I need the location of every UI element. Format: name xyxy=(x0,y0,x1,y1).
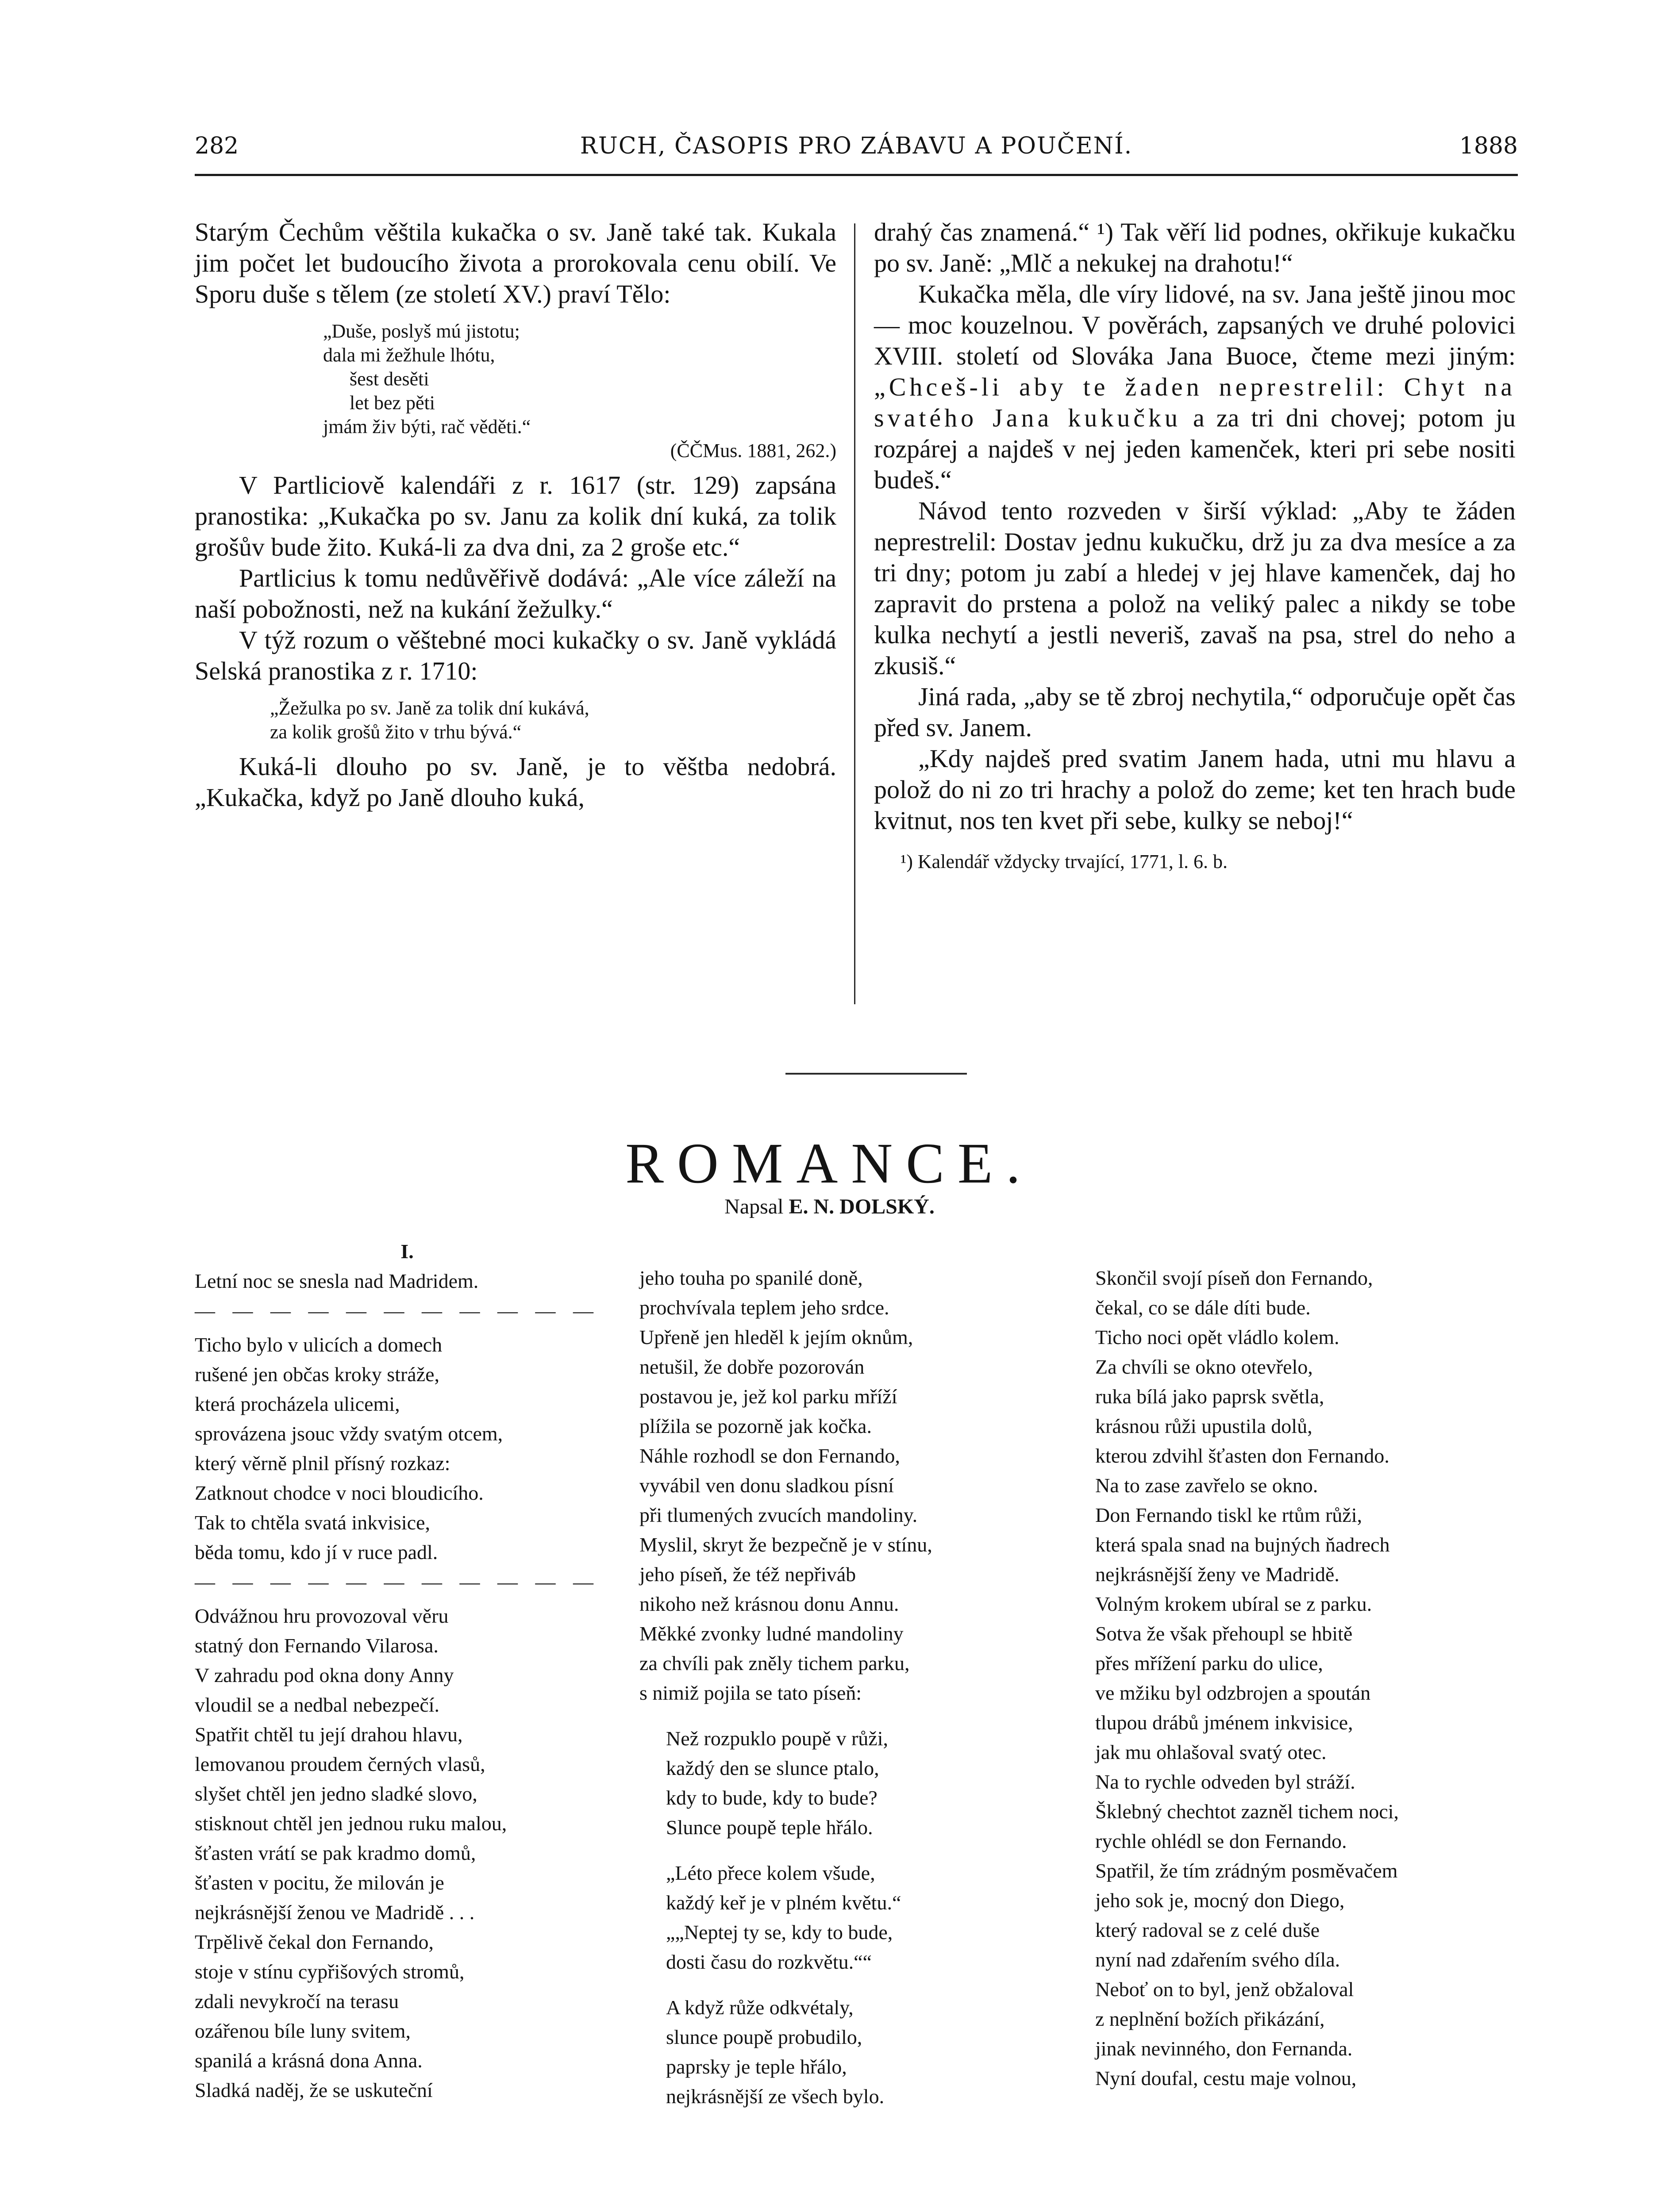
verse-line: stisknout chtěl jen jednou ruku malou, xyxy=(195,1812,507,1835)
verse-line: rušené jen občas kroky stráže, xyxy=(195,1363,440,1386)
paragraph: Jiná rada, „aby se tě zbroj nechytila,“ odporučuje opět čas před sv. Janem. xyxy=(874,682,1516,742)
poem-title: ROMANCE. xyxy=(625,1132,1034,1195)
paragraph: Partlicius k tomu nedůvěřivě dodává: „Ale více záleží na naší pobožnosti, než na kukání žežulky.“ xyxy=(195,564,836,623)
verse-line: vyvábil ven donu sladkou písní xyxy=(639,1474,894,1497)
verse-line: A když růže odkvétaly, xyxy=(666,1996,854,2019)
poem-column-1 xyxy=(195,1237,620,2105)
verse-line: Náhle rozhodl se don Fernando, xyxy=(639,1444,900,1467)
song-stanza xyxy=(639,1724,1064,1842)
verse-source: (ČČMus. 1881, 262.) xyxy=(670,440,836,461)
verse-line: který radoval se z celé duše xyxy=(1095,1919,1320,1941)
verse-line: šťasten v pocitu, že milován je xyxy=(195,1871,444,1894)
verse-line: nejkrásnější ženou ve Madridě . . . xyxy=(195,1901,475,1924)
paragraph: „Kdy najdeš pred svatim Janem hada, utni mu hlavu a polož do ni zo tri hrachy a polož do zeme; ket ten hrach bude kvitnut, nos ten kvet při sebe, kulky se neboj!“ xyxy=(874,744,1516,835)
verse-line: „Léto přece kolem všude, xyxy=(666,1862,875,1884)
paragraph: Starým Čechům věštila kukačka o sv. Janě také tak. Kukala jim počet let budoucího života a prorokovala cenu obilí. Ve Sporu duše s tělem (ze století XV.) praví Tělo: xyxy=(195,218,836,308)
verse-line: za chvíli pak zněly tichem parku, xyxy=(639,1652,910,1674)
column-divider xyxy=(854,223,855,1004)
section-separator xyxy=(785,1073,967,1075)
journal-title: RUCH, ČASOPIS PRO ZÁBAVU A POUČENÍ. xyxy=(580,133,1133,159)
verse-line: netušil, že dobře pozorován xyxy=(639,1356,865,1378)
verse-line: jak mu ohlašoval svatý otec. xyxy=(1095,1741,1327,1763)
song-stanza xyxy=(639,1858,1064,1977)
verse-line: Nyní doufal, cestu maje volnou, xyxy=(1095,2067,1357,2089)
verse-line: plížila se pozorně jak kočka. xyxy=(639,1415,872,1437)
verse-line: Volným krokem ubíral se z parku. xyxy=(1095,1593,1372,1615)
verse-line: nyní nad zdařením svého díla. xyxy=(1095,1948,1340,1971)
verse-line: Zatknout chodce v noci bloudicího. xyxy=(195,1482,484,1504)
stanza-gap xyxy=(195,1325,620,1330)
verse-line: Ticho bylo v ulicích a domech xyxy=(195,1333,443,1356)
verse-line: lemovanou proudem černých vlasů, xyxy=(195,1753,485,1775)
verse-line: dosti času do rozkvětu.““ xyxy=(666,1951,872,1973)
verse-line: Odvážnou hru provozoval věru xyxy=(195,1605,449,1627)
verse-line: s nimiž pojila se tato píseň: xyxy=(639,1682,862,1704)
quoted-verse xyxy=(195,319,836,463)
paragraph: Kuká-li dlouho po sv. Janě, je to věštba nedobrá. „Kukačka, když po Janě dlouho kuká, xyxy=(195,752,836,812)
year: 1888 xyxy=(1459,133,1518,159)
verse-line: krásnou růži upustila dolů, xyxy=(1095,1415,1313,1437)
verse-line: který věrně plnil přísný rozkaz: xyxy=(195,1452,450,1475)
stanza-gap xyxy=(639,1842,1064,1858)
verse-line: zdali nevykročí na terasu xyxy=(195,1990,399,2012)
verse-line: Tak to chtěla svatá inkvisice, xyxy=(195,1511,430,1534)
verse-line: spanilá a krásná dona Anna. xyxy=(195,2049,423,2072)
verse-line: Neboť on to byl, jenž obžaloval xyxy=(1095,1978,1354,2001)
dash-divider: — — — — — — — — — — — xyxy=(195,1299,600,1322)
verse-line: „Žežulka po sv. Janě za tolik dní kukává, xyxy=(270,697,589,719)
verse-line: stoje v stínu cypřišových stromů, xyxy=(195,1960,465,1983)
verse-line: postavou je, jež kol parku mříží xyxy=(639,1385,897,1408)
stanza xyxy=(195,1601,620,2105)
verse-line: při tlumených zvucích mandoliny. xyxy=(639,1504,918,1526)
verse-line: Ticho noci opět vládlo kolem. xyxy=(1095,1326,1340,1348)
verse-line: slunce poupě probudilo, xyxy=(666,2026,862,2048)
verse-line: šest desěti xyxy=(350,368,429,390)
text-run: a za tri dni chovej; potom ju rozpárej a najdeš v nej jeden kamenček, kteri pri sebe nositi budeš.“ xyxy=(874,403,1516,494)
verse-line: která spala snad na bujných ňadrech xyxy=(1095,1533,1390,1556)
verse-line: čekal, co se dále díti bude. xyxy=(1095,1296,1311,1319)
verse-line: ozářenou bíle luny svitem, xyxy=(195,2020,411,2042)
stanza xyxy=(639,1263,1064,1708)
byline xyxy=(0,1194,1659,1219)
footnote: ¹) Kalendář vždycky trvající, 1771, l. 6. b. xyxy=(901,851,1228,872)
verse-line: slyšet chtěl jen jedno sladké slovo, xyxy=(195,1782,477,1805)
stanza-gap xyxy=(639,1708,1064,1724)
verse-line: jeho touha po spanilé doně, xyxy=(639,1267,863,1289)
verse-line: „„Neptej ty se, kdy to bude, xyxy=(666,1921,893,1943)
verse-line: Slunce poupě teple hřálo. xyxy=(666,1816,873,1839)
text-run: Kukačka měla, dle víry lidové, na sv. Jana ještě jinou moc — moc kouzelnou. V pověrách, zapsaných ve druhé polovici XVIII. století od Slováka Jana Buoce, čteme mezi jiným: xyxy=(874,280,1516,370)
verse-line: kdy to bude, kdy to bude? xyxy=(666,1786,878,1809)
verse-line: statný don Fernando Vilarosa. xyxy=(195,1634,439,1657)
verse-line: Trpělivě čekal don Fernando, xyxy=(195,1931,434,1953)
stanza-gap xyxy=(195,1597,620,1601)
verse-line: nejkrásnější ženy ve Madridě. xyxy=(1095,1563,1340,1586)
verse-line: jeho sok je, mocný don Diego, xyxy=(1095,1889,1345,1912)
verse-line: let bez pěti xyxy=(350,392,435,414)
verse-line: nikoho než krásnou donu Annu. xyxy=(639,1593,899,1615)
verse-line: sprovázena jsouc vždy svatým otcem, xyxy=(195,1422,503,1445)
paragraph: drahý čas znamená.“ ¹) Tak věří lid podnes, okřikuje kukačku po sv. Janě: „Mlč a nekukej na drahotu!“ xyxy=(874,218,1516,277)
paragraph xyxy=(874,279,1516,495)
verse-line: „Duše, poslyš mú jistotu; xyxy=(323,320,520,342)
verse-line: která procházela ulicemi, xyxy=(195,1393,400,1415)
running-header xyxy=(195,133,1518,168)
paragraph: Návod tento rozveden v širší výklad: „Aby te žáden neprestrelil: Dostav jednu kukučku, drž ju za dva mesíce a za tri dny; potom ju zabí a hledej v jej hlave kamenček, daj ho zapravit do prstena a polož na veliký palec a nikdy se tobe kulka nechytí a jestli neveriš, zavaš na psa, strel do neho a zkusiš.“ xyxy=(874,496,1516,680)
verse-line: Na to zase zavřelo se okno. xyxy=(1095,1474,1318,1497)
verse-line: každý den se slunce ptalo, xyxy=(666,1757,879,1779)
verse-line: nejkrásnější ze všech bylo. xyxy=(666,2085,885,2108)
verse-line: přes mřížení parku do ulice, xyxy=(1095,1652,1323,1674)
verse-line: jeho píseň, že též nepřiváb xyxy=(639,1563,856,1586)
verse-line: Šklebný chechtot zazněl tichem noci, xyxy=(1095,1800,1399,1823)
verse-line: Spatřit chtěl tu její drahou hlavu, xyxy=(195,1723,463,1746)
page-number: 282 xyxy=(195,133,239,159)
verse-line: za kolik grošů žito v trhu bývá.“ xyxy=(270,721,522,743)
song-stanza xyxy=(639,1993,1064,2111)
verse-line: jmám živ býti, rač věděti.“ xyxy=(323,416,531,438)
article-left-column xyxy=(195,217,836,813)
article-right-column xyxy=(874,217,1516,874)
section-number: I. xyxy=(400,1240,414,1263)
verse-line: prochvívala teplem jeho srdce. xyxy=(639,1296,889,1319)
verse-line: V zahradu pod okna dony Anny xyxy=(195,1664,454,1686)
verse-line: Don Fernando tiskl ke rtům růži, xyxy=(1095,1504,1363,1526)
verse-line: kterou zdvihl šťasten don Fernando. xyxy=(1095,1444,1390,1467)
verse-line: z neplnění božích přikázání, xyxy=(1095,2008,1325,2030)
poem-column-2 xyxy=(639,1263,1064,2111)
poem-column-3 xyxy=(1095,1263,1520,2093)
verse-line: ve mžiku byl odzbrojen a spoután xyxy=(1095,1682,1371,1704)
spaced-quote: „Chceš-li aby te žaden neprestrelil: Chyt na svatého Jana kukučku xyxy=(874,373,1516,432)
verse-line: Myslil, skryt že bezpečně je v stínu, xyxy=(639,1533,932,1556)
verse-line: Sotva že však přehoupl se hbitě xyxy=(1095,1622,1353,1645)
verse-line: šťasten vrátí se pak kradmo domů, xyxy=(195,1842,476,1864)
verse-line: každý keř je v plném květu.“ xyxy=(666,1891,901,1914)
verse-line: paprsky je teple hřálo, xyxy=(666,2055,847,2078)
verse-line: Spatřil, že tím zrádným posměvačem xyxy=(1095,1859,1398,1882)
verse-line: Skončil svojí píseň don Fernando, xyxy=(1095,1267,1373,1289)
verse-line: Měkké zvonky ludné mandoliny xyxy=(639,1622,904,1645)
stanza xyxy=(1095,1263,1520,2093)
verse-line: rychle ohlédl se don Fernando. xyxy=(1095,1830,1347,1852)
header-rule xyxy=(195,174,1518,176)
verse-line: Než rozpuklo poupě v růži, xyxy=(666,1727,889,1750)
verse-line: jinak nevinného, don Fernanda. xyxy=(1095,2037,1353,2060)
paragraph: V týž rozum o věštebné moci kukačky o sv. Janě vykládá Selská pranostika z r. 1710: xyxy=(195,626,836,685)
verse-line: Upřeně jen hleděl k jejím oknům, xyxy=(639,1326,913,1348)
verse-line: Letní noc se snesla nad Madridem. xyxy=(195,1270,479,1292)
byline-prefix: Napsal xyxy=(724,1195,784,1218)
verse-line: Sladká naděj, že se uskuteční xyxy=(195,2079,433,2101)
verse-line: tlupou drábů jménem inkvisice, xyxy=(1095,1711,1353,1734)
author: E. N. DOLSKÝ. xyxy=(789,1195,935,1218)
stanza-gap xyxy=(639,1977,1064,1993)
paragraph: V Partliciově kalendáři z r. 1617 (str. 129) zapsána pranostika: „Kukačka po sv. Janu za kolik dní kuká, za tolik grošův bude žito. Kuká-li za dva dni, za 2 groše etc.“ xyxy=(195,471,836,561)
stanza xyxy=(195,1330,620,1567)
verse-line: dala mi žežhule lhótu, xyxy=(323,344,495,366)
verse-line: Na to rychle odveden byl stráží. xyxy=(1095,1770,1355,1793)
verse-line: běda tomu, kdo jí v ruce padl. xyxy=(195,1541,438,1563)
dash-divider: — — — — — — — — — — — xyxy=(195,1571,600,1593)
quoted-verse xyxy=(195,696,836,744)
verse-line: Za chvíli se okno otevřelo, xyxy=(1095,1356,1313,1378)
verse-line: ruka bílá jako paprsk světla, xyxy=(1095,1385,1324,1408)
verse-line: vloudil se a nedbal nebezpečí. xyxy=(195,1694,440,1716)
